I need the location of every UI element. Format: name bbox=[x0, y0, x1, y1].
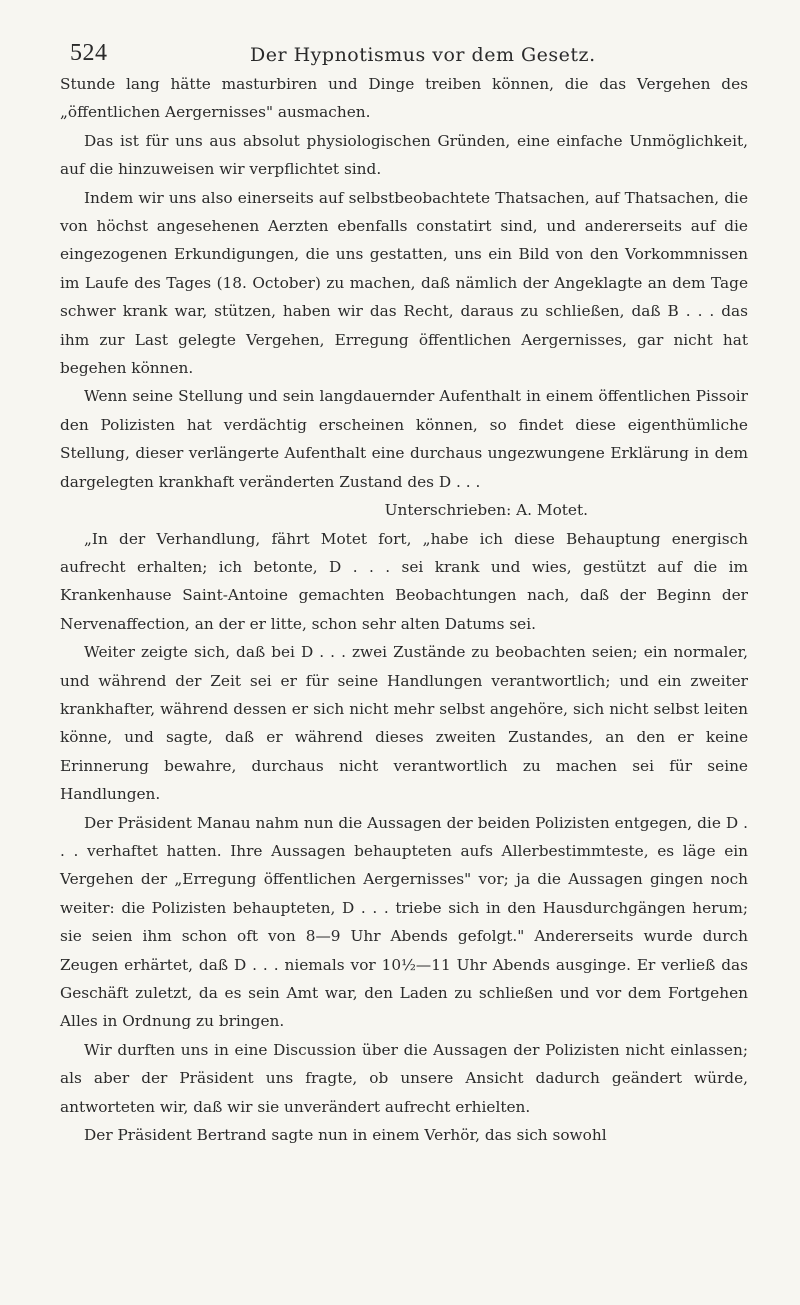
paragraph: Der Präsident Bertrand sagte nun in einem Verhör, das sich sowohl bbox=[84, 1126, 607, 1145]
page-number: 524 bbox=[70, 40, 108, 66]
paragraph: Das ist für uns aus absolut physiologischen Gründen, eine einfache Unmöglichkeit, auf die hinzuweisen wir verpflichtet sind. bbox=[60, 131, 748, 179]
paragraph: „In der Verhandlung, fährt Motet fort, „habe ich diese Behauptung energisch aufrecht erhalten; ich betonte, D . . . sei krank und wies, gestützt auf die im Krankenhause Saint-Antoine gemachten Beobachtungen nach, daß der Beginn der Nervenaffection, an der er litte, schon sehr alten Datums sei. bbox=[60, 529, 748, 633]
paragraph: Indem wir uns also einerseits auf selbstbeobachtete Thatsachen, auf Thatsachen, die von höchst angesehenen Aerzten ebenfalls constatirt sind, und andererseits auf die eingezogenen Erkundigungen, die uns gestatten, uns ein Bild von den Vorkommnissen im Laufe des Tages (18. October) zu machen, daß nämlich der Angeklagte an dem Tage schwer krank war, stützen, haben wir das Recht, daraus zu schließen, daß B . . . das ihm zur Last gelegte Vergehen, Erregung öffentlichen Aergernisses, gar nicht hat begehen können. bbox=[60, 188, 748, 378]
paragraph: Stunde lang hätte masturbiren und Dinge treiben können, die das Vergehen des „öffentlichen Aergernisses" ausmachen. bbox=[60, 75, 748, 122]
paragraph: Weiter zeigte sich, daß bei D . . . zwei Zustände zu beobachten seien; ein normaler, und während der Zeit sei er für seine Handlungen verantwortlich; und ein zweiter krankhafter, während dessen er sich nicht mehr selbst angehöre, sich nicht selbst leiten könne, und sagte, daß er während dieses zweiten Zustandes, an den er keine Erinnerung bewahre, durchaus nicht verantwortlich zu machen sei für seine Handlungen. bbox=[60, 643, 748, 804]
paragraph: Der Präsident Manau nahm nun die Aussagen der beiden Polizisten entgegen, die D . . . verhaftet hatten. Ihre Aussagen behaupteten aufs Allerbestimmteste, es läge ein Vergehen der „Erregung öffentlichen Aergernisses" vor; ja die Aussagen gingen noch weiter: die Polizisten behaupteten, D . . . triebe sich in den Hausdurchgängen herum; sie seien ihm schon oft von 8—9 Uhr Abends gefolgt." Andererseits wurde durch Zeugen erhärtet, daß D . . . niemals vor 10½—11 Uhr Abends ausginge. Er verließ das Geschäft zuletzt, da es sein Amt war, den Laden zu schließen und vor dem Fortgehen Alles in Ordnung zu bringen. bbox=[60, 813, 748, 1031]
paragraph: Wenn seine Stellung und sein langdauernder Aufenthalt in einem öffentlichen Pissoir den Polizisten hat verdächtig erscheinen können, so findet diese eigenthümliche Stellung, dieser verlängerte Aufenthalt eine durchaus ungezwungene Erklärung in dem dargelegten krankhaft veränderten Zustand des D . . . bbox=[60, 387, 748, 491]
body-text bbox=[60, 70, 748, 1149]
paragraph: Wir durften uns in eine Discussion über die Aussagen der Polizisten nicht einlassen; als aber der Präsident uns fragte, ob unsere Ansicht dadurch geändert würde, antworteten wir, daß wir sie unverändert aufrecht erhielten. bbox=[60, 1040, 748, 1116]
signature-line: Unterschrieben: A. Motet. bbox=[384, 501, 588, 520]
running-title: Der Hypnotismus vor dem Gesetz. bbox=[250, 44, 596, 66]
running-head bbox=[60, 30, 748, 70]
